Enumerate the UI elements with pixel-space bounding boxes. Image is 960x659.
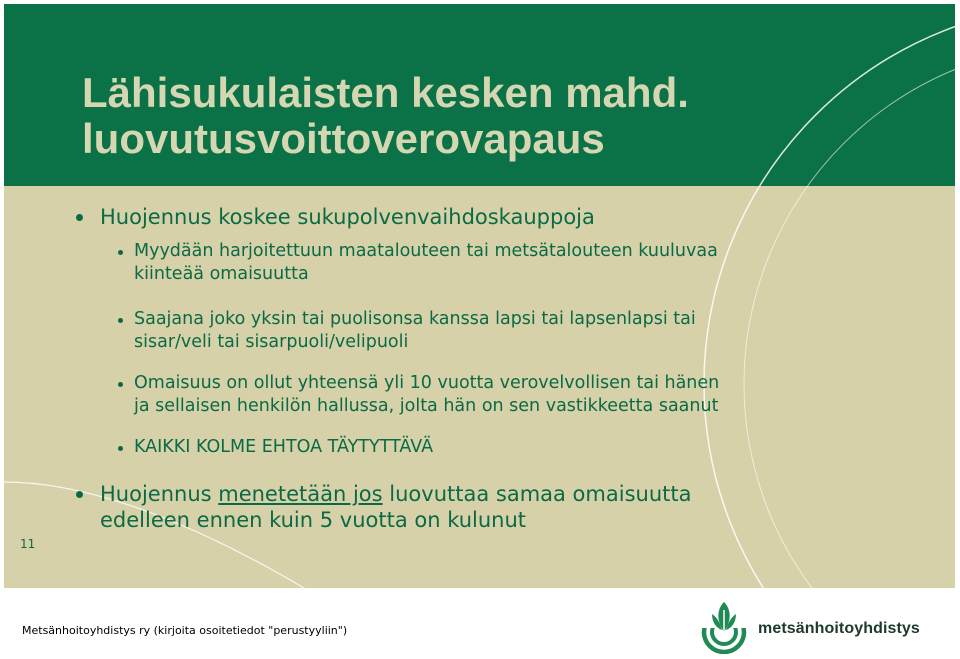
bullet-dot: [118, 446, 123, 451]
bullet-dot: [118, 382, 123, 387]
bullet-dot: [76, 214, 83, 221]
bullet-text-underlined: menetetään jos: [218, 482, 383, 506]
sub-bullet-item-1: [134, 240, 934, 286]
bullet-dot: [118, 250, 123, 255]
sub-bullet-item-4: [134, 436, 934, 459]
bullet-text-post: luovuttaa samaa omaisuutta: [382, 482, 692, 506]
bullet-text-line1: [100, 481, 691, 507]
sub-bullet-text-line2: ja sellaisen henkilön hallussa, jolta hän on sen vastikkeetta saanut: [134, 396, 719, 416]
slide-title-line2: luovutusvoittoverovapaus: [82, 115, 605, 162]
sub-bullet-text: KAIKKI KOLME EHTOA TÄYTYTTÄVÄ: [134, 437, 434, 457]
bullet-item-1: [100, 204, 595, 230]
bullet-text: Huojennus koskee sukupolvenvaihdoskauppoja: [100, 205, 595, 229]
sub-bullet-text-line1: Saajana joko yksin tai puolisonsa kanssa lapsi tai lapsenlapsi tai: [134, 309, 696, 329]
slide-title-line1: Lähisukulaisten kesken mahd.: [82, 69, 689, 116]
bullet-item-2: [100, 481, 691, 533]
bullet-dot: [118, 318, 123, 323]
sub-bullet-text-line1: Myydään harjoitettuun maatalouteen tai metsätalouteen kuuluvaa: [134, 241, 718, 261]
sub-bullet-item-3: [134, 372, 934, 418]
slide-content: [4, 4, 955, 588]
bullet-text-line2: edelleen ennen kuin 5 vuotta on kulunut: [100, 508, 527, 532]
tree-leaf-logo-icon: [698, 598, 750, 654]
logo-text: metsänhoitoyhdistys: [758, 620, 920, 637]
sub-bullet-text-line2: sisar/veli tai sisarpuoli/velipuoli: [134, 332, 409, 352]
footer-text: Metsänhoitoyhdistys ry (kirjoita osoitetiedot "perustyyliin"): [22, 624, 348, 637]
sub-bullet-text-line1: Omaisuus on ollut yhteensä yli 10 vuotta verovelvollisen tai hänen: [134, 373, 720, 393]
bullet-dot: [76, 491, 83, 498]
sub-bullet-text-line2: kiinteää omaisuutta: [134, 264, 309, 284]
sub-bullet-item-2: [134, 308, 934, 354]
slide: [4, 4, 955, 588]
bullet-text-pre: Huojennus: [100, 482, 219, 506]
page-number: 11: [20, 537, 36, 551]
